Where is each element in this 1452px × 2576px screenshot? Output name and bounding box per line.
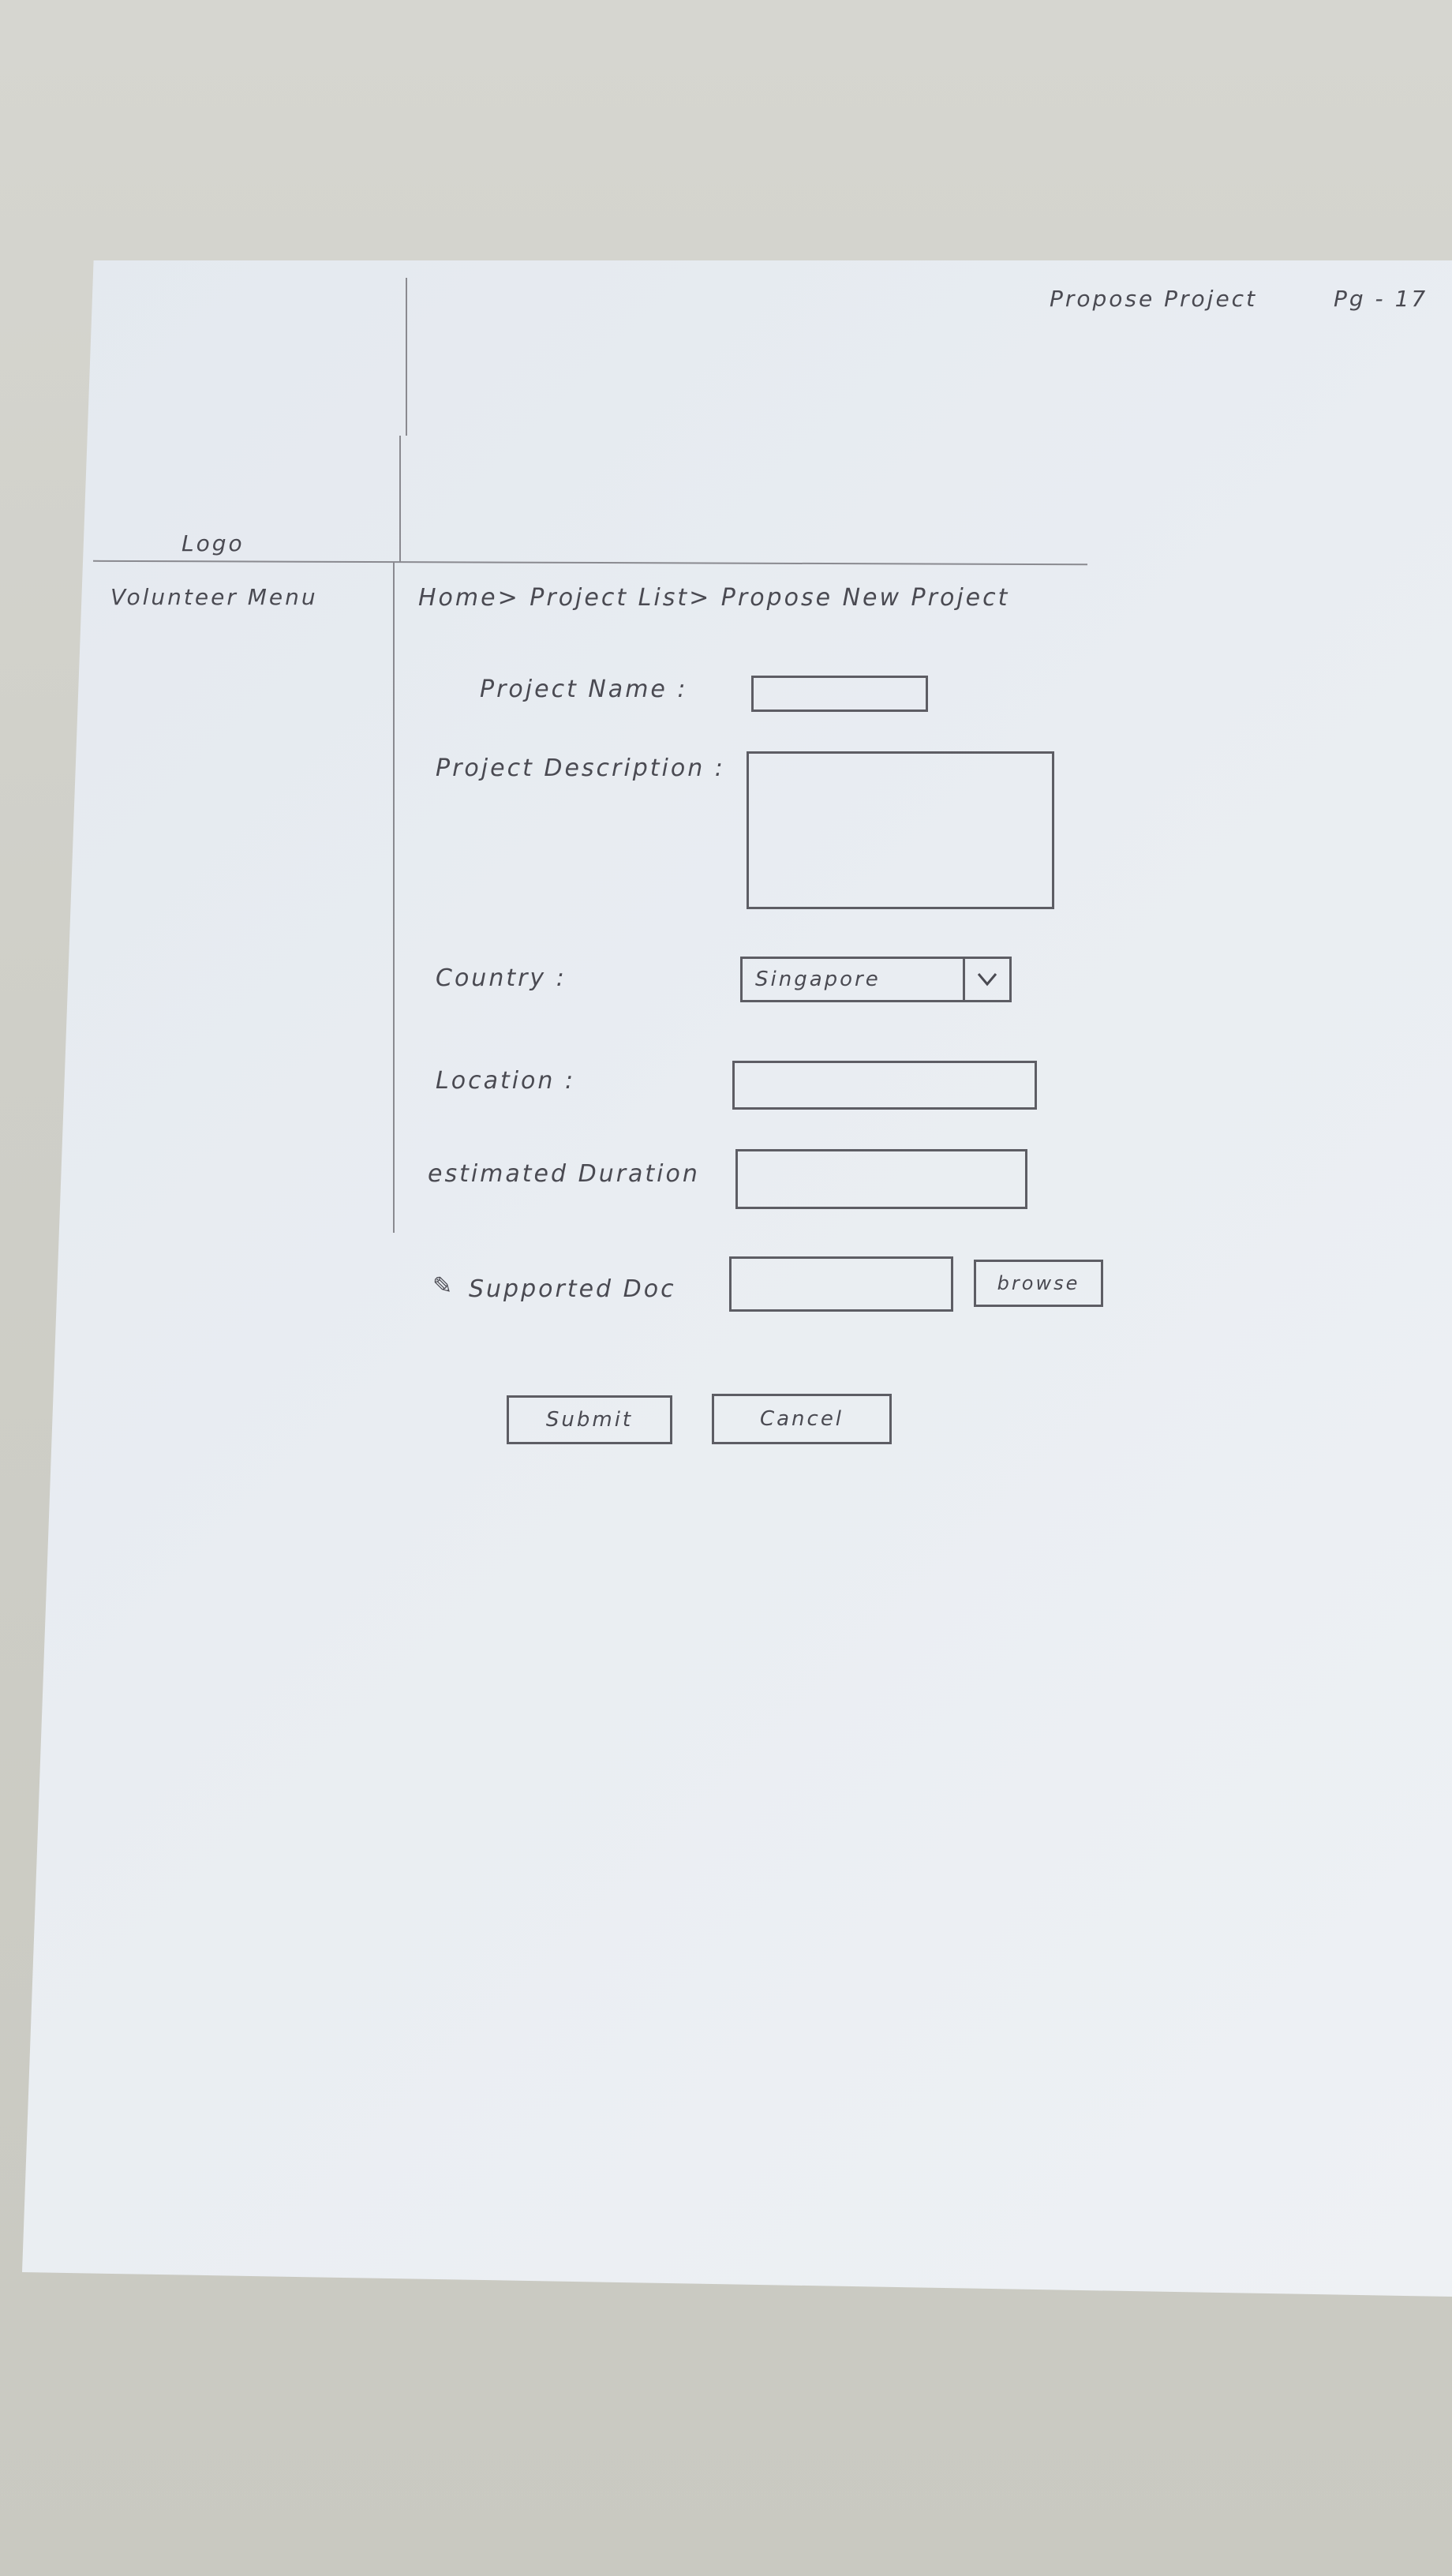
location-input[interactable] [732, 1061, 1037, 1110]
project-description-label: Project Description : [436, 754, 725, 782]
breadcrumb-separator: > [689, 584, 712, 612]
estimated-duration-input[interactable] [735, 1149, 1027, 1209]
country-label: Country : [436, 964, 567, 992]
submit-button[interactable]: Submit [507, 1395, 672, 1444]
browse-button[interactable]: browse [974, 1260, 1103, 1307]
project-description-textarea[interactable] [747, 751, 1054, 909]
breadcrumb-current: Propose New Project [720, 584, 1010, 612]
project-name-input[interactable] [751, 676, 928, 712]
breadcrumb-separator: > [497, 584, 520, 612]
breadcrumb-project-list[interactable]: Project List [530, 584, 690, 612]
header-divider-vertical [406, 278, 407, 436]
location-label: Location : [436, 1067, 576, 1095]
page-title: Propose Project [1050, 286, 1258, 312]
header-divider-vertical-lower [399, 436, 401, 562]
breadcrumb-home[interactable]: Home [418, 584, 498, 612]
sidebar-divider [393, 562, 395, 1233]
volunteer-menu[interactable]: Volunteer Menu [110, 584, 318, 610]
breadcrumb [418, 584, 1009, 612]
logo[interactable]: Logo [182, 530, 245, 556]
country-selected-value: Singapore [755, 968, 881, 991]
pencil-mark-icon: ✎ [432, 1272, 455, 1300]
chevron-down-icon[interactable] [963, 959, 1009, 1000]
country-select[interactable] [740, 957, 1012, 1002]
estimated-duration-label: estimated Duration [428, 1160, 700, 1188]
page-number: Pg - 17 [1334, 286, 1428, 312]
supported-doc-label: Supported Doc [469, 1275, 676, 1303]
cancel-button[interactable]: Cancel [712, 1394, 892, 1444]
project-name-label: Project Name : [480, 676, 688, 703]
supported-doc-input[interactable] [729, 1256, 953, 1312]
